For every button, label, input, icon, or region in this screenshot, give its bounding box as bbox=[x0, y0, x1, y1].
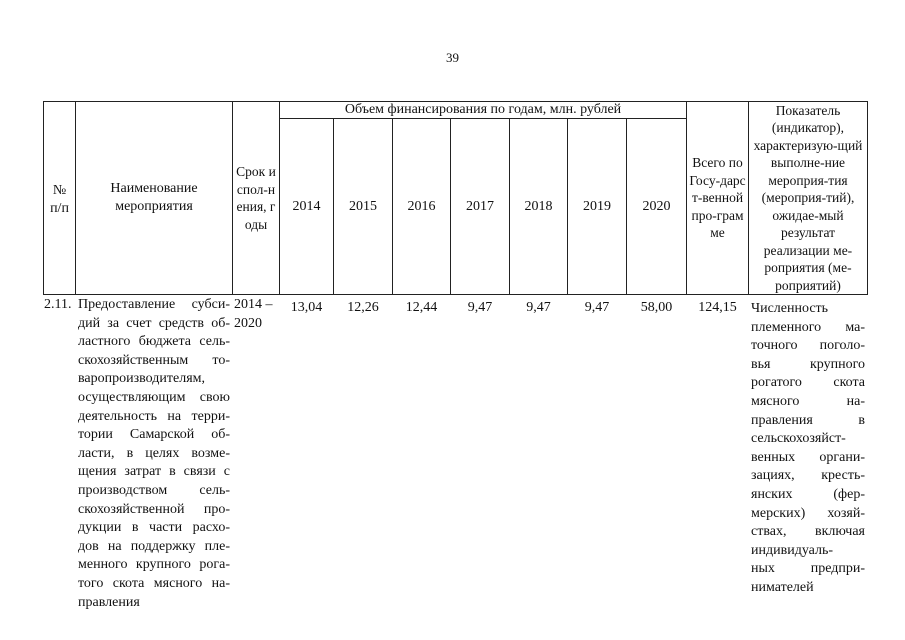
year-label: 2018 bbox=[524, 198, 553, 214]
row-name-line: менного крупного рога- bbox=[78, 557, 230, 573]
row-term-line: 2020 bbox=[234, 315, 262, 331]
header-term-text: Срок испол-нения, годы bbox=[236, 164, 276, 232]
header-no-text: № п/п bbox=[50, 183, 69, 216]
row-indicator-line: правления в bbox=[751, 412, 865, 428]
page-number: 39 bbox=[446, 50, 459, 65]
row-name bbox=[78, 296, 230, 612]
row-value-2017: 9,47 bbox=[467, 300, 493, 315]
row-name-line: ластного бюджета сель- bbox=[78, 334, 230, 350]
row-name-line: скохозяйственной про- bbox=[78, 501, 230, 517]
year-label: 2014 bbox=[292, 198, 321, 214]
header-name-text: Наименование мероприятия bbox=[110, 181, 198, 214]
row-total: 124,15 bbox=[698, 300, 737, 315]
row-indicator-line: вья крупного bbox=[751, 356, 865, 372]
header-year bbox=[334, 119, 392, 294]
row-name-line: скохозяйственным то- bbox=[78, 352, 230, 368]
header-year bbox=[393, 119, 450, 294]
row-indicator-line: Численность bbox=[751, 301, 829, 316]
header-indicator-text: Показатель (индикатор), характеризую-щий выполне-ние мероприя-тия (мероприя-тий), ожидае-мый результат реализации ме-роприятия (ме-роприятий) bbox=[753, 102, 863, 293]
row-name-line: тории Самарской об- bbox=[78, 427, 230, 443]
row-indicator-line: венных органи- bbox=[751, 449, 865, 465]
year-label: 2016 bbox=[407, 198, 436, 214]
row-indicator-line: нимателей bbox=[751, 579, 814, 595]
row-name-line: деятельность на терри- bbox=[78, 408, 230, 424]
row-indicator-line: янских (фер- bbox=[751, 486, 865, 502]
header-no bbox=[44, 175, 75, 225]
row-value-2019: 9,47 bbox=[584, 300, 610, 315]
row-number: 2.11. bbox=[44, 297, 72, 312]
year-label: 2020 bbox=[642, 198, 671, 214]
row-indicator-line: точного поголо- bbox=[751, 338, 865, 354]
row-indicator-line: сельскохозяйст- bbox=[751, 431, 846, 447]
row-name-line: дукции в части расхо- bbox=[78, 520, 230, 536]
header-indicator bbox=[749, 102, 867, 294]
row-indicator-line: ных предпри- bbox=[751, 561, 865, 577]
row-value-2020: 58,00 bbox=[640, 300, 673, 315]
header-name bbox=[76, 102, 232, 294]
row-indicator-line: племенного ма- bbox=[751, 319, 865, 335]
header-year bbox=[451, 119, 509, 294]
header-year bbox=[510, 119, 567, 294]
header-total bbox=[687, 102, 748, 294]
row-name-line: дий за счет средств об- bbox=[78, 315, 230, 331]
header-term bbox=[233, 102, 279, 294]
header-bottom-border bbox=[43, 294, 868, 295]
row-name-line: производством сель- bbox=[78, 482, 230, 498]
col-border bbox=[867, 101, 868, 295]
header-year bbox=[627, 119, 686, 294]
row-term bbox=[234, 296, 282, 333]
row-name-line: варопроизводителям, bbox=[78, 371, 205, 387]
header-total-text: Всего по Госу-дарст-венной про-грамме bbox=[689, 155, 746, 241]
year-label: 2015 bbox=[349, 198, 377, 214]
row-value-2018: 9,47 bbox=[526, 300, 551, 315]
row-indicator-line: мясного на- bbox=[751, 393, 865, 409]
row-name-line: правления bbox=[78, 594, 140, 610]
header-funding-title bbox=[280, 101, 686, 118]
year-label: 2019 bbox=[583, 198, 611, 214]
row-indicator-line: рогатого скота bbox=[751, 375, 865, 391]
row-name-line: ласти, в целях возме- bbox=[78, 445, 230, 461]
header-year bbox=[568, 119, 626, 294]
row-indicator-line: мерских) хозяй- bbox=[751, 505, 865, 521]
row-indicator-line: зациях, кресть- bbox=[751, 468, 865, 484]
row-name-line: щения затрат в связи с bbox=[78, 464, 230, 480]
row-value-2014: 13,04 bbox=[290, 300, 323, 315]
header-year bbox=[280, 119, 333, 294]
row-value-2016: 12,44 bbox=[405, 300, 438, 315]
header-funding-title-text: Объем финансирования по годам, млн. рублей bbox=[344, 101, 622, 117]
row-name-line: того скота мясного на- bbox=[78, 575, 230, 591]
row-name-line: дов на поддержку пле- bbox=[78, 538, 230, 554]
row-name-line: осуществляющим свою bbox=[78, 389, 230, 405]
row-value-2015: 12,26 bbox=[347, 300, 379, 315]
year-label: 2017 bbox=[466, 198, 494, 214]
row-name-line: Предоставление субси- bbox=[78, 297, 230, 312]
row-indicator-line: индивидуаль- bbox=[751, 542, 834, 558]
row-term-line: 2014 – bbox=[234, 297, 273, 312]
row-indicator-line: ствах, включая bbox=[751, 524, 865, 540]
row-indicator bbox=[751, 300, 865, 598]
